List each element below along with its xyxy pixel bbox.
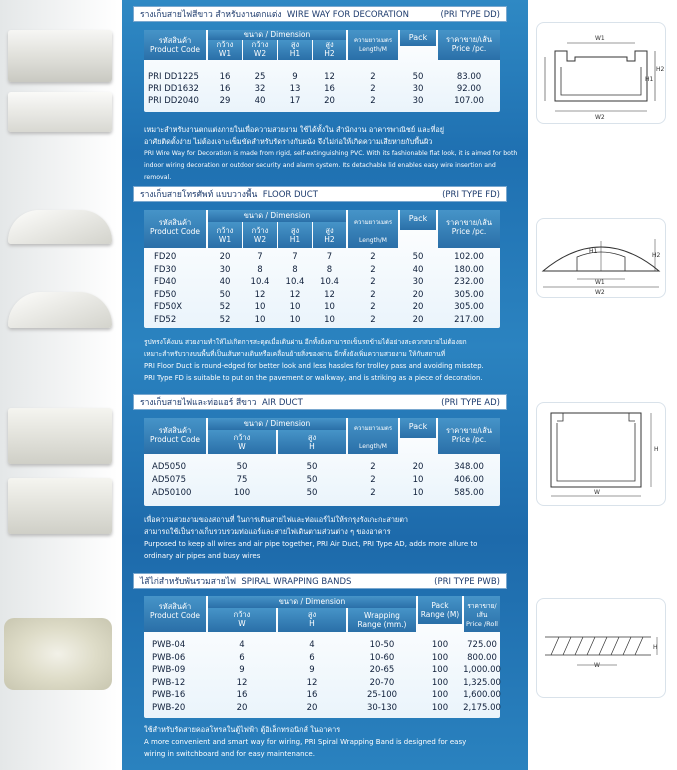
pwb-desc-en2: wiring in switchboard and for easy maintenance. — [144, 750, 315, 758]
ad-cell-len: 2 — [370, 462, 376, 472]
ad-cell-pack: 10 — [412, 475, 424, 485]
ad-desc-th2: สามารถใช้เป็นรางเก็บรวบรวมท่อแอร์และสายไฟเดินตามส่วนต่าง ๆ ของอาคาร — [144, 527, 391, 536]
ad-cell-h: 50 — [306, 488, 318, 498]
pwb-cell-pack: 100 — [431, 652, 449, 663]
dd-cell-w2: 32 — [254, 84, 266, 94]
ad-description — [144, 514, 524, 562]
ad-drawing-w: W — [594, 489, 600, 496]
pwb-drawing-h: H — [653, 644, 658, 651]
dd-cell-w1: 29 — [219, 96, 231, 106]
ad-cell-len: 2 — [370, 475, 376, 485]
pwb-header-range: Wrapping Range (mm.) — [348, 608, 416, 632]
pwb-drawing — [536, 598, 666, 698]
dd-cell-w1: 16 — [219, 84, 231, 94]
fd-cell-len: 2 — [370, 252, 376, 262]
fd-header-w1: กว้าง W1 — [208, 222, 242, 248]
ad-header-code: รหัสสินค้า Product Code — [144, 418, 206, 454]
pwb-cell-range: 30-130 — [366, 702, 398, 713]
ad-drawing-h: H — [654, 446, 659, 453]
pwb-cell-price: 2,175.00 — [463, 702, 501, 713]
dd-drawing-w1: W1 — [595, 35, 605, 42]
ad-cell-h: 50 — [306, 475, 318, 485]
fd-header-h1: สูง H1 — [278, 222, 312, 248]
ad-cell-w: 50 — [236, 462, 248, 472]
ad-cell-code: AD5075 — [152, 475, 186, 485]
dd-header-pack: Pack — [400, 30, 436, 46]
dd-header-h2: สูง H2 — [313, 40, 346, 60]
pwb-title-en: SPIRAL WRAPPING BANDS — [241, 577, 352, 587]
fd-header-dim: ขนาด / Dimension — [208, 210, 346, 222]
dd-cell-price: 92.00 — [456, 84, 482, 94]
pwb-header-pack: Pack Range (M) — [418, 596, 462, 624]
fd-drawing-w2: W2 — [595, 289, 605, 296]
pwb-header-price: ราคาขาย/เส้น Price /Roll — [464, 596, 500, 632]
pwb-cell-range: 10-60 — [369, 652, 395, 663]
dd-cell-w1: 16 — [219, 72, 231, 82]
fd-header-h2: สูง H2 — [313, 222, 346, 248]
dd-type: (PRI TYPE DD) — [440, 10, 500, 20]
ad-type: (PRI TYPE AD) — [441, 398, 500, 408]
dd-cell-h2: 16 — [324, 84, 335, 94]
fd-cell-code: FD50X — [154, 302, 183, 312]
fd-cell-pack: 50 — [412, 252, 424, 262]
fd-cell-len: 2 — [370, 314, 376, 325]
fd-header-price: ราคาขาย/เส้น Price /pc. — [438, 210, 500, 248]
dd-drawing-h1: H1 — [645, 76, 654, 83]
fd-cell-pack: 20 — [412, 302, 424, 312]
dd-cell-price: 107.00 — [454, 96, 484, 106]
fd-cell-h2: 10.4 — [320, 277, 339, 287]
pwb-cell-h: 16 — [306, 690, 318, 700]
pwb-description — [144, 724, 524, 760]
ad-title-en: AIR DUCT — [261, 398, 303, 408]
pwb-cell-w: 6 — [239, 652, 245, 663]
pwb-cell-h: 12 — [306, 677, 318, 688]
fd-cell-code: FD40 — [154, 277, 177, 287]
ad-header-dim: ขนาด / Dimension — [208, 418, 346, 430]
ad-header-price: ราคาขาย/เส้น Price /pc. — [438, 418, 500, 454]
fd-cell-price: 102.00 — [454, 252, 484, 262]
pwb-cell-code: PWB-04 — [152, 640, 186, 650]
pwb-cell-price: 725.00 — [467, 640, 497, 650]
dd-table — [144, 30, 500, 112]
fd-cell-code: FD50 — [154, 289, 177, 300]
dd-header-length: ความยาวเมตร Length/M — [348, 30, 398, 60]
pwb-desc-th1: ใช้สำหรับรัดสายคอลโทรลในตู้ไฟฟ้า ตู้อิเล็กทรอนิกส์ ในอาคาร — [144, 725, 341, 734]
fd-drawing-w1: W1 — [595, 279, 605, 286]
fd-desc-en1: PRI Floor Duct is round-edged for better look and less hassles for trolley pass and avoiding misstep. — [144, 362, 484, 370]
pwb-header-h: สูง H — [278, 608, 346, 632]
ad-cell-code: AD5050 — [152, 462, 186, 472]
fd-drawing-h1: H1 — [589, 248, 598, 255]
ad-header-length: ความยาวเมตร Length/M — [348, 418, 398, 454]
ad-product-photo — [8, 408, 112, 464]
dd-cross-section-drawing — [536, 22, 666, 124]
fd-cell-h2: 7 — [326, 252, 333, 262]
fd-cell-price: 217.00 — [454, 314, 484, 325]
fd-cell-price: 305.00 — [454, 302, 484, 312]
fd-header-length: ความยาวเมตร Length/M — [348, 210, 398, 248]
ad-cell-pack: 10 — [412, 488, 424, 498]
pwb-header-code: รหัสสินค้า Product Code — [144, 596, 206, 632]
pwb-cell-range: 25-100 — [366, 690, 398, 700]
ad-header-h: สูง H — [278, 430, 346, 454]
ad-cell-h: 50 — [306, 462, 318, 472]
fd-cell-w1: 20 — [219, 252, 231, 262]
pwb-cell-h: 20 — [306, 702, 318, 713]
fd-cell-code: FD20 — [154, 252, 177, 262]
fd-cell-w2: 10 — [254, 302, 266, 312]
pwb-cell-price: 800.00 — [467, 652, 497, 663]
pwb-drawing-w: W — [594, 662, 600, 669]
fd-cross-section-drawing — [536, 218, 666, 298]
pwb-cell-pack: 100 — [431, 702, 449, 713]
fd-cell-code: FD52 — [154, 314, 177, 325]
pwb-cell-w: 16 — [236, 690, 248, 700]
dd-header-price: ราคาขาย/เส้น Price /pc. — [438, 30, 500, 60]
dd-cell-w2: 25 — [254, 72, 266, 82]
fd-cell-price: 180.00 — [454, 264, 484, 275]
pwb-cell-range: 10-50 — [369, 640, 395, 650]
fd-cell-h1: 10 — [289, 302, 301, 312]
fd-table — [144, 210, 500, 328]
dd-cell-price: 83.00 — [456, 72, 482, 82]
pwb-cell-pack: 100 — [431, 690, 449, 700]
fd-cell-w1: 30 — [219, 264, 231, 275]
ad-desc-en2: ordinary air pipes and busy wires — [144, 552, 261, 560]
fd-cell-h1: 7 — [292, 252, 298, 262]
dd-title-en: WIRE WAY FOR DECORATION — [286, 10, 409, 20]
dd-header-code: รหัสสินค้า Product Code — [144, 30, 206, 60]
dd-cell-h2: 12 — [324, 72, 335, 82]
ad-product-photo-2 — [8, 478, 112, 534]
fd-cell-len: 2 — [370, 277, 376, 287]
fd-header-code: รหัสสินค้า Product Code — [144, 210, 206, 248]
dd-cell-len: 2 — [370, 72, 376, 82]
pwb-cell-h: 6 — [309, 652, 315, 663]
ad-header-pack: Pack — [400, 418, 436, 438]
fd-title-th: รางเก็บสายโทรศัพท์ แบบวางพื้น — [140, 190, 258, 200]
fd-cell-w1: 52 — [219, 302, 231, 312]
fd-title-en: FLOOR DUCT — [262, 190, 318, 200]
dd-cell-h1: 17 — [289, 96, 301, 106]
fd-description — [144, 336, 524, 384]
ad-cell-w: 100 — [233, 488, 251, 498]
dd-product-photo-2 — [8, 92, 112, 132]
fd-header-w2: กว้าง W2 — [243, 222, 277, 248]
pwb-cell-w: 12 — [236, 677, 248, 688]
fd-cell-w1: 52 — [219, 314, 231, 325]
ad-cell-pack: 20 — [412, 462, 424, 472]
ad-table — [144, 418, 500, 506]
pwb-cell-pack: 100 — [431, 665, 449, 675]
pwb-cell-w: 9 — [239, 665, 245, 675]
fd-header-pack: Pack — [400, 210, 436, 230]
dd-cell-pack: 50 — [412, 72, 424, 82]
dd-description — [144, 124, 524, 184]
pwb-cell-h: 9 — [309, 665, 315, 675]
dd-header-w2: กว้าง W2 — [243, 40, 277, 60]
pwb-cell-price: 1,600.00 — [463, 690, 501, 700]
fd-cell-h1: 8 — [292, 264, 298, 275]
fd-cell-price: 232.00 — [454, 277, 484, 287]
dd-cell-pack: 30 — [412, 96, 424, 106]
pwb-table — [144, 596, 500, 718]
pwb-cell-w: 20 — [236, 702, 248, 713]
fd-cell-w1: 50 — [219, 289, 231, 300]
fd-cell-pack: 20 — [412, 289, 424, 300]
dd-cell-code: PRI DD1225 — [148, 72, 199, 82]
pwb-cell-pack: 100 — [431, 640, 449, 650]
fd-type: (PRI TYPE FD) — [442, 190, 500, 200]
fd-cell-w2: 10.4 — [250, 277, 270, 287]
fd-cell-h2: 10 — [324, 314, 335, 325]
fd-cell-w2: 7 — [257, 252, 263, 262]
pwb-cell-code: PWB-12 — [152, 677, 186, 688]
dd-cell-w2: 40 — [254, 96, 266, 106]
pwb-cell-range: 20-70 — [369, 677, 395, 688]
fd-cell-h1: 10 — [289, 314, 301, 325]
dd-header-dim: ขนาด / Dimension — [208, 30, 346, 40]
fd-cell-w1: 40 — [219, 277, 231, 287]
dd-desc-en2: indoor wiring decoration or outdoor security and alarm system. Its detachable lid enables easy wire insertion and removal. — [144, 162, 496, 181]
fd-cell-pack: 30 — [412, 277, 424, 287]
dd-desc-en1: PRI Wire Way for Decoration is made from rigid, self-extinguishing PVC. With its fashionable flat look, it is aimed for both — [144, 150, 518, 157]
ad-cell-price: 406.00 — [454, 475, 484, 485]
dd-header-w1: กว้าง W1 — [208, 40, 242, 60]
dd-cell-h2: 20 — [324, 96, 335, 106]
ad-section-title — [133, 394, 507, 410]
fd-product-photo-2 — [8, 292, 112, 328]
pwb-cell-code: PWB-20 — [152, 702, 186, 713]
dd-cell-code: PRI DD1632 — [148, 84, 199, 94]
fd-desc-th2: เหมาะสำหรับวางบนพื้นที่เป็นเส้นทางเดินหรือเคลื่อนย้ายสิ่งของผ่าน อีกทั้งยังเพิ่มความสวยงาม ให้กับสถานที่ — [144, 350, 446, 358]
ad-header-w: กว้าง W — [208, 430, 276, 454]
ad-cross-section-drawing — [536, 402, 666, 506]
pwb-header-dim: ขนาด / Dimension — [208, 596, 416, 608]
fd-cell-h1: 12 — [289, 289, 301, 300]
dd-title-th: รางเก็บสายไฟสีขาว สำหรับงานตกแต่ง — [140, 10, 282, 20]
pwb-header-w: กว้าง W — [208, 608, 276, 632]
dd-product-photo — [8, 30, 112, 82]
ad-cell-w: 75 — [236, 475, 248, 485]
fd-cell-h2: 12 — [324, 289, 335, 300]
ad-cell-len: 2 — [370, 488, 376, 498]
pwb-cell-price: 1,325.00 — [463, 677, 501, 688]
pwb-cell-code: PWB-06 — [152, 652, 186, 663]
pwb-section-title — [133, 573, 507, 589]
dd-desc-th2: อาศัยติดตั้งง่าย ไม่ต้องเจาะเข็มขัดสำหรับรัดรางกับผนัง จึงไม่ก่อให้เกิดความเสียหายกับพื้นผิว — [144, 137, 433, 146]
fd-section-title — [133, 186, 507, 202]
dd-cell-h1: 13 — [289, 84, 301, 94]
fd-cell-pack: 40 — [412, 264, 424, 275]
fd-cell-h2: 10 — [324, 302, 335, 312]
ad-cell-price: 585.00 — [454, 488, 484, 498]
pwb-cell-code: PWB-16 — [152, 690, 186, 700]
fd-drawing-h2: H2 — [652, 252, 661, 259]
fd-cell-code: FD30 — [154, 264, 177, 275]
dd-cell-len: 2 — [370, 84, 376, 94]
fd-cell-w2: 10 — [254, 314, 266, 325]
ad-cell-code: AD50100 — [152, 488, 192, 498]
ad-desc-th1: เพื่อความสวยงามของสถานที่ ในการเดินสายไฟและท่อแอร์ไม่ให้รกรุงรังเกะกะสายตา — [144, 515, 409, 524]
fd-cell-w2: 8 — [257, 264, 263, 275]
dd-drawing-w2: W2 — [595, 114, 605, 121]
dd-desc-th1: เหมาะสำหรับงานตกแต่งภายในเพื่อความสวยงาม ใช้ได้ทั้งใน สำนักงาน อาคารพาณิชย์ และที่อยู่ — [144, 125, 445, 134]
dd-drawing-h2: H2 — [656, 66, 665, 73]
dd-cell-len: 2 — [370, 96, 376, 106]
product-photo-column — [0, 0, 118, 770]
pwb-type: (PRI TYPE PWB) — [434, 577, 500, 587]
fd-product-photo — [8, 210, 112, 244]
fd-desc-en2: PRI Type FD is suitable to put on the pavement or walkway, and is striking as a piece of decoration. — [144, 374, 483, 382]
dd-header-h1: สูง H1 — [278, 40, 312, 60]
pwb-cell-pack: 100 — [431, 677, 449, 688]
dd-cell-code: PRI DD2040 — [148, 96, 199, 106]
fd-cell-len: 2 — [370, 289, 376, 300]
fd-cell-price: 305.00 — [454, 289, 484, 300]
fd-cell-h1: 10.4 — [285, 277, 305, 287]
pwb-cell-price: 1,000.00 — [463, 665, 501, 675]
fd-desc-th1: รูปทรงโค้งมน สวยงามทำให้ไม่เกิดการสะดุดเมื่อเดินผ่าน อีกทั้งยังสามารถเข็นรถข้ามได้อย่างสะดวกสบายไม่ต้องยก — [144, 338, 467, 346]
pwb-cell-code: PWB-09 — [152, 665, 186, 675]
pwb-title-th: ไส้ไก่สำหรับพันรวมสายไฟ — [140, 577, 236, 587]
pwb-product-photo — [4, 618, 112, 690]
dd-cell-h1: 9 — [292, 72, 298, 82]
ad-desc-en1: Purposed to keep all wires and air pipe together, PRI Air Duct, PRI Type AD, adds more allure to — [144, 540, 478, 548]
fd-cell-len: 2 — [370, 264, 376, 275]
fd-cell-w2: 12 — [254, 289, 266, 300]
fd-cell-h2: 8 — [326, 264, 333, 275]
ad-cell-price: 348.00 — [454, 462, 484, 472]
ad-title-th: รางเก็บสายไฟและท่อแอร์ สีขาว — [140, 398, 257, 408]
fd-cell-len: 2 — [370, 302, 376, 312]
pwb-cell-range: 20-65 — [369, 665, 395, 675]
catalog-main-panel — [122, 0, 528, 770]
fd-cell-pack: 20 — [412, 314, 424, 325]
dd-cell-pack: 30 — [412, 84, 424, 94]
pwb-cell-h: 4 — [309, 640, 315, 650]
dd-section-title — [133, 6, 507, 22]
pwb-cell-w: 4 — [239, 640, 245, 650]
pwb-desc-en1: A more convenient and smart way for wiring, PRI Spiral Wrapping Band is designed for easy — [144, 738, 467, 746]
